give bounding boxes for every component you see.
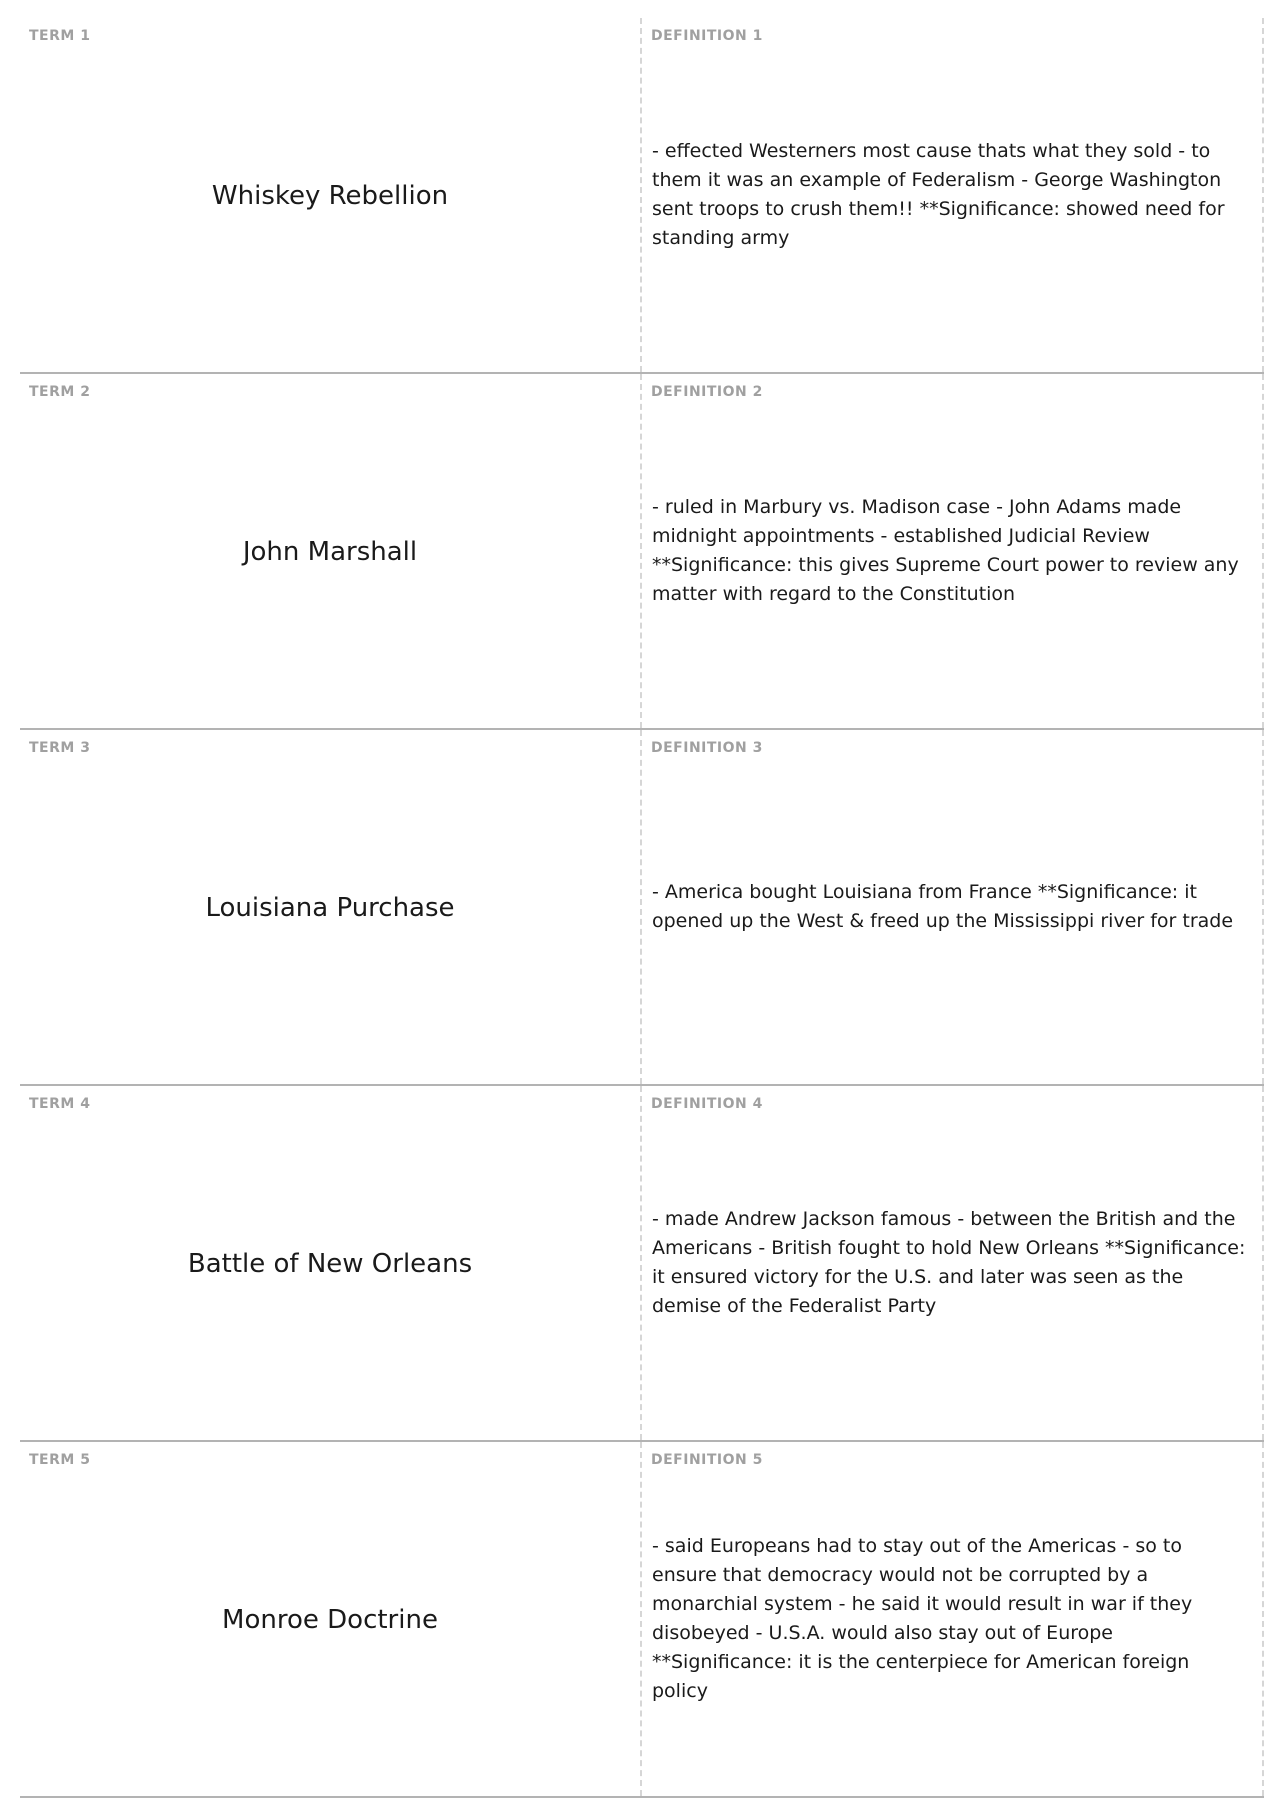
term-text: Louisiana Purchase [205, 893, 455, 923]
definition-text: - America bought Louisiana from France **Significance: it opened up the West & freed up the Mississippi river for trade [652, 881, 1234, 932]
definition-text-wrap [652, 730, 1250, 1084]
definition-text-wrap [652, 1442, 1250, 1796]
definition-text: - said Europeans had to stay out of the Americas - so to ensure that democracy would not be corrupted by a monarchial system - he said it would result in war if they disobeyed - U.S.A. would also stay out of Europe **Significance: it is the centerpiece for American foreign policy [652, 1535, 1193, 1702]
flashcard-row-5 [20, 1442, 1264, 1798]
term-text: Whiskey Rebellion [211, 181, 449, 211]
term-label: TERM 5 [29, 1452, 91, 1468]
term-label: TERM 3 [29, 740, 91, 756]
definition-text-wrap [652, 1086, 1250, 1440]
definition-label: DEFINITION 1 [651, 28, 763, 44]
term-cell [20, 374, 642, 728]
term-label: TERM 4 [29, 1096, 91, 1112]
flashcard-row-2 [20, 374, 1264, 730]
term-cell [20, 1086, 642, 1440]
flashcard-sheet [20, 18, 1264, 1798]
definition-text: - ruled in Marbury vs. Madison case - John Adams made midnight appointments - established Judicial Review **Significance: this gives Supreme Court power to review any matter with regard to the Constitution [652, 496, 1239, 605]
definition-label: DEFINITION 5 [651, 1452, 763, 1468]
definition-cell [642, 18, 1264, 372]
flashcard-row-3 [20, 730, 1264, 1086]
definition-label: DEFINITION 3 [651, 740, 763, 756]
term-text: John Marshall [242, 537, 418, 567]
term-text: Battle of New Orleans [187, 1249, 473, 1279]
definition-label: DEFINITION 2 [651, 384, 763, 400]
term-label: TERM 2 [29, 384, 91, 400]
definition-text-wrap [652, 374, 1250, 728]
term-cell [20, 1442, 642, 1796]
term-cell [20, 730, 642, 1084]
definition-text-wrap [652, 18, 1250, 372]
definition-cell [642, 1086, 1264, 1440]
definition-text: - effected Westerners most cause thats what they sold - to them it was an example of Federalism - George Washington sent troops to crush them!! **Significance: showed need for standing army [652, 140, 1225, 249]
definition-cell [642, 374, 1264, 728]
definition-cell [642, 1442, 1264, 1796]
flashcard-row-4 [20, 1086, 1264, 1442]
definition-label: DEFINITION 4 [651, 1096, 763, 1112]
definition-text: - made Andrew Jackson famous - between the British and the Americans - British fought to hold New Orleans **Significance: it ensured victory for the U.S. and later was seen as the demise of the Federalist Party [652, 1208, 1246, 1317]
term-cell [20, 18, 642, 372]
term-text: Monroe Doctrine [222, 1605, 438, 1635]
flashcard-row-1 [20, 18, 1264, 374]
definition-cell [642, 730, 1264, 1084]
term-label: TERM 1 [29, 28, 91, 44]
